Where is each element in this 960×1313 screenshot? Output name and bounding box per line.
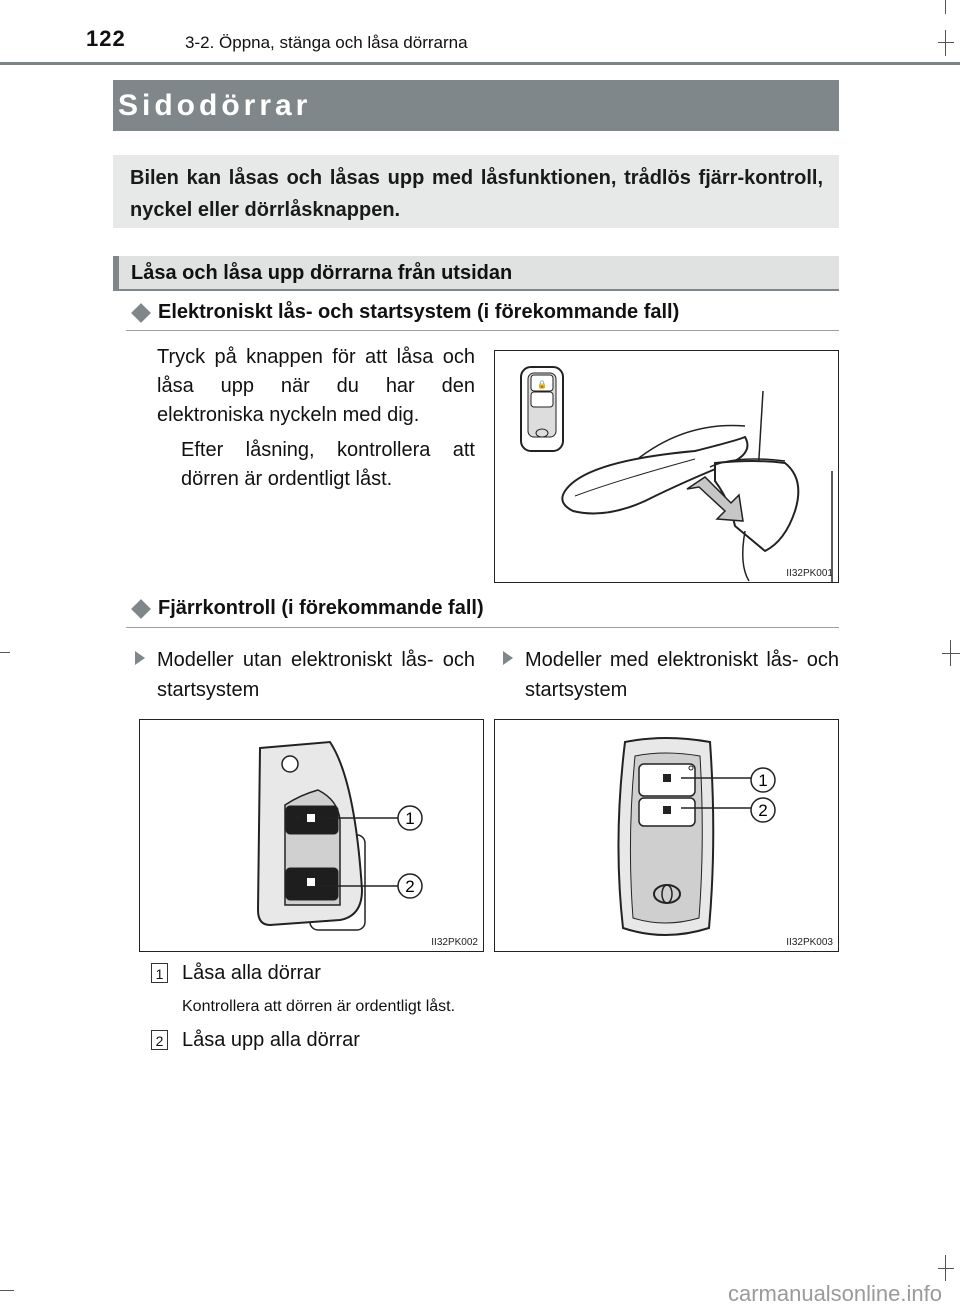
crop-mark: [942, 653, 960, 654]
legend-note-1: Kontrollera att dörren är ordentligt låst.: [182, 998, 456, 1015]
callout-1-left: 1: [405, 809, 415, 828]
legend-number-1: 1: [151, 963, 168, 983]
page-number: 122: [86, 26, 126, 51]
remote-heading: Fjärrkontroll (i förekommande fall): [158, 597, 484, 619]
smart-key-note: Efter låsning, kontrollera att dörren är ordentligt låst.: [181, 439, 475, 490]
callout-1-right: 1: [758, 771, 768, 790]
crop-mark: [0, 652, 10, 653]
diamond-bullet-icon: [131, 303, 151, 323]
remote-col-left-text: Modeller utan elektroniskt lås- och startsystem: [157, 649, 475, 701]
crop-mark: [945, 0, 946, 14]
remote-key-figure-left: [139, 719, 484, 952]
watermark: carmanualsonline.info: [727, 1281, 942, 1306]
callout-2-left: 2: [405, 877, 415, 896]
smart-key-figure: [494, 350, 839, 583]
heading-rule: [126, 627, 839, 628]
figure-code: II32PK003: [786, 937, 833, 948]
door-handle-illustration: [495, 351, 838, 582]
crop-mark: [945, 30, 946, 56]
smart-key-text: Tryck på knappen för att låsa och låsa upp när du har den elektroniska nyckeln med dig.: [157, 346, 475, 426]
legend-label-2: Låsa upp alla dörrar: [182, 1029, 360, 1051]
triangle-bullet-icon: [135, 651, 145, 665]
callout-2-right: 2: [758, 801, 768, 820]
crop-mark: [938, 1268, 954, 1269]
flip-key-illustration: [140, 720, 483, 951]
figure-code: II32PK001: [786, 568, 833, 579]
legend-number-2: 2: [151, 1030, 168, 1050]
triangle-bullet-icon: [503, 651, 513, 665]
section-title: Sidodörrar: [113, 80, 839, 131]
remote-key-figure-right: [494, 719, 839, 952]
intro-box: Bilen kan låsas och låsas upp med låsfunktionen, trådlös fjärr-kontroll, nyckel eller dörrlåsknappen.: [113, 155, 839, 228]
chapter-title: 3-2. Öppna, stänga och låsa dörrarna: [185, 33, 468, 52]
smart-key-fob-illustration: [495, 720, 838, 951]
heading-rule: [126, 330, 839, 331]
legend-label-1: Låsa alla dörrar: [182, 962, 321, 984]
subsection-heading: Låsa och låsa upp dörrarna från utsidan: [113, 256, 839, 290]
svg-text:🔒: 🔒: [537, 380, 547, 389]
smart-key-heading: Elektroniskt lås- och startsystem (i förekommande fall): [158, 301, 680, 323]
diamond-bullet-icon: [131, 599, 151, 619]
crop-mark: [0, 1290, 14, 1291]
figure-code: II32PK002: [431, 937, 478, 948]
subsection-rule: [113, 289, 839, 291]
header-rule: [0, 62, 960, 65]
crop-mark: [938, 42, 954, 43]
remote-col-right-text: Modeller med elektroniskt lås- och startsystem: [525, 649, 839, 701]
